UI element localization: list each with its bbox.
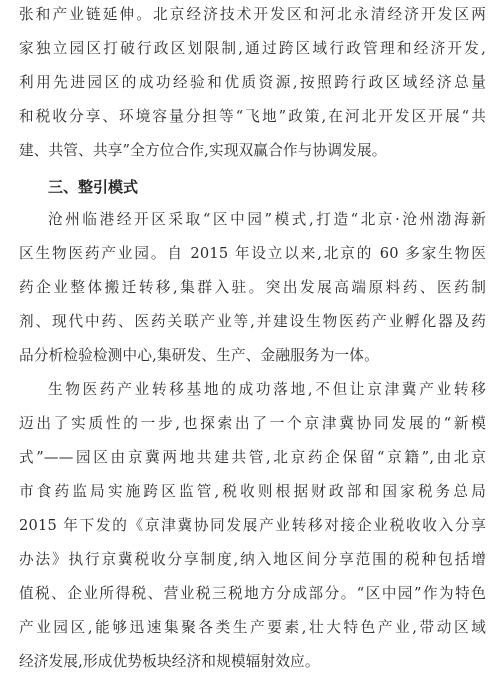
text-line: 沧州临港经开区采取“区中园”模式,打造“北京·沧州渤海新 [48,211,486,228]
text-line: 2015 年下发的《京津冀协同发展产业转移对接企业税收收入分享 [19,517,486,534]
text-line: 市食药监局实施跨区监管,税收则根据财政部和国家税务总局 [19,483,486,500]
text-line: 建、共管、共享”全方位合作,实现双赢合作与协调发展。 [19,142,387,159]
text-line: 剂、现代中药、医药关联产业等,并建设生物医药产业孵化器及药 [19,313,486,330]
text-line: 品分析检验检测中心,集研发、生产、金融服务为一体。 [19,347,379,364]
text-line: 办法》执行京冀税收分享制度,纳入地区间分享范围的税种包括增 [19,551,486,568]
section-heading: 三、整引模式 [48,178,139,196]
text-line: 式”——园区由京冀两地共建共管,北京药企保留“京籍”,由北京 [19,449,486,466]
text-line: 产业园区,能够迅速集聚各类生产要素,壮大特色产业,带动区域 [19,619,486,636]
text-line: 经济发展,形成优势板块经济和规模辐射效应。 [19,653,320,670]
text-line: 家独立园区打破行政区划限制,通过跨区域行政管理和经济开发, [19,40,486,57]
text-line: 利用先进园区的成功经验和优质资源,按照跨行政区域经济总量 [19,74,486,91]
text-line: 药企业整体搬迁转移,集群入驻。突出发展高端原料药、医药制 [19,279,486,296]
text-line: 张和产业链延伸。北京经济技术开发区和河北永清经济开发区两 [19,6,486,23]
text-line: 和税收分享、环境容量分担等“飞地”政策,在河北开发区开展“共 [19,108,486,125]
text-line: 生物医药产业转移基地的成功落地,不但让京津冀产业转移 [48,381,486,398]
text-line: 迈出了实质性的一步,也探索出了一个京津冀协同发展的“新模 [19,415,486,432]
text-line: 区生物医药产业园。自 2015 年设立以来,北京的 60 多家生物医 [19,245,486,262]
text-line: 值税、企业所得税、营业税三税地方分成部分。“区中园”作为特色 [19,585,486,602]
